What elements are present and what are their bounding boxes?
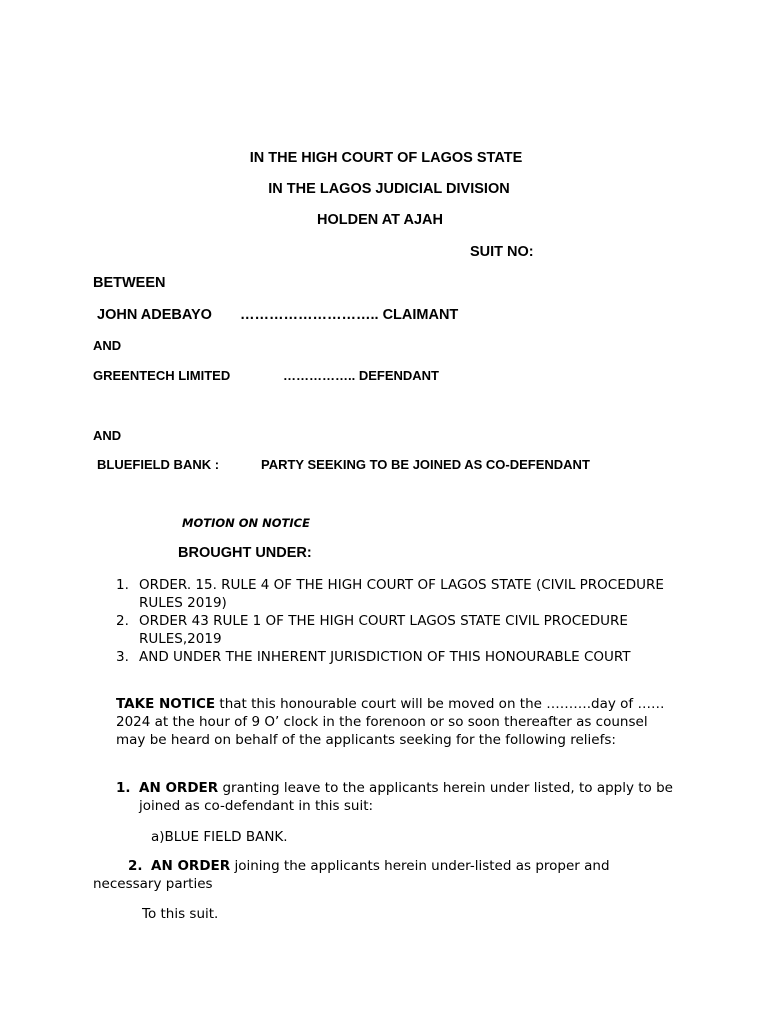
party-name: BLUEFIELD BANK :	[97, 457, 220, 472]
list-item: AND UNDER THE INHERENT JURISDICTION OF THIS HONOURABLE COURT	[139, 649, 631, 665]
relief-sub-item: a)BLUE FIELD BANK.	[151, 829, 288, 845]
and-label: AND	[93, 338, 122, 353]
defendant-name: GREENTECH LIMITED	[93, 368, 231, 383]
brought-under-label: BROUGHT UNDER:	[178, 545, 312, 561]
and-label: AND	[93, 428, 122, 443]
relief-number: 2.	[128, 858, 143, 874]
relief-number: 1.	[116, 780, 131, 796]
claimant-designation: ……………………….. CLAIMANT	[240, 307, 459, 323]
defendant-designation: …………….. DEFENDANT	[283, 368, 439, 383]
relief-text: granting leave to the applicants herein under listed, to apply to be joined as co-defendant in this suit:	[139, 780, 673, 814]
holden-heading: HOLDEN AT AJAH	[317, 212, 443, 228]
relief-lead: AN ORDER	[139, 780, 219, 796]
party-role: PARTY SEEKING TO BE JOINED AS CO-DEFENDANT	[261, 457, 590, 472]
notice-lead: TAKE NOTICE	[116, 696, 216, 712]
closing-line: To this suit.	[142, 906, 219, 922]
list-item: ORDER. 15. RULE 4 OF THE HIGH COURT OF LAGOS STATE (CIVIL PROCEDURE RULES 2019)	[139, 577, 664, 611]
relief-2	[93, 857, 673, 893]
claimant-name: JOHN ADEBAYO	[97, 307, 212, 323]
list-number: 1.	[116, 577, 129, 593]
notice-paragraph	[116, 695, 676, 749]
notice-text: that this honourable court will be moved on the ……….day of ……2024 at the hour of 9 O’ clock in the forenoon or so soon thereafter as counsel may be heard on behalf of the applicants seeking for the following reliefs:	[116, 696, 665, 748]
court-heading: IN THE HIGH COURT OF LAGOS STATE	[249, 150, 523, 166]
list-number: 3.	[116, 649, 129, 665]
relief-lead: AN ORDER	[151, 858, 231, 874]
list-item: ORDER 43 RULE 1 OF THE HIGH COURT LAGOS STATE CIVIL PROCEDURE RULES,2019	[139, 613, 628, 647]
relief-text: joining the applicants herein under-listed as proper and necessary parties	[93, 858, 610, 892]
list-number: 2.	[116, 613, 129, 629]
division-heading: IN THE LAGOS JUDICIAL DIVISION	[268, 181, 510, 197]
motion-title: MOTION ON NOTICE	[182, 516, 310, 530]
suit-number-label: SUIT NO:	[470, 244, 534, 260]
relief-1	[139, 779, 679, 815]
between-label: BETWEEN	[93, 275, 166, 291]
